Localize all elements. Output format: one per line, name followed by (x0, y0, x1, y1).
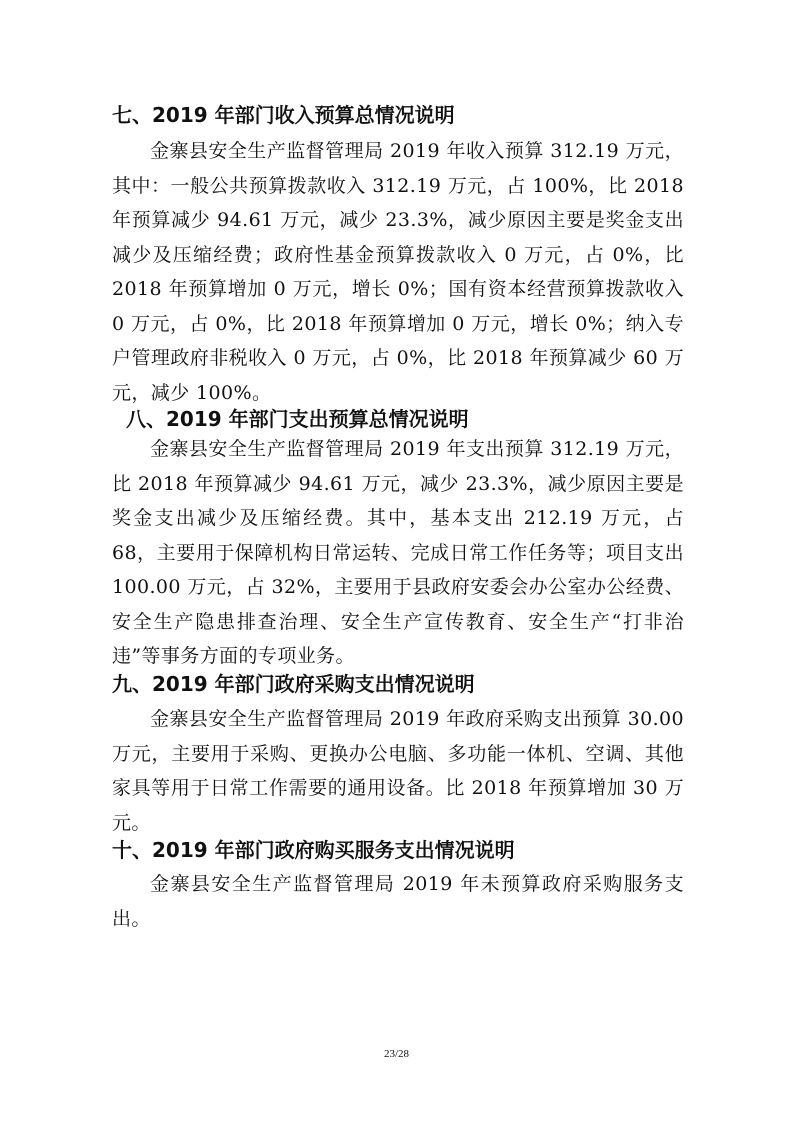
page-number: 23/28 (383, 1048, 410, 1060)
section-heading-9: 九、2019 年部门政府采购支出情况说明 (112, 672, 475, 696)
section-heading-7: 七、2019 年部门收入预算总情况说明 (112, 103, 455, 127)
section-heading-8: 八、2019 年部门支出预算总情况说明 (126, 407, 469, 431)
section-body-7: 金寨县安全生产监督管理局 2019 年收入预算 312.19 万元，其中：一般公共预算拨款收入 312.19 万元，占 100%，比 2018 年预算减少 94.61 万元，减少 23.3%，减少原因主要是奖金支出减少及压缩经费；政府性基金预算拨款收入 0 万元，占 0%，比 2018 年预算增加 0 万元，增长 0%；国有资本经营预算拨款收入 0 万元，占 0%，比 2018 年预算增加 0 万元，增长 0%；纳入专户管理政府非税收入 0 万元，占 0%，比 2018 年预算减少 60 万元，减少 100%。 (112, 140, 684, 404)
section-heading-10: 十、2019 年部门政府购买服务支出情况说明 (112, 838, 515, 862)
section-body-10: 金寨县安全生产监督管理局 2019 年未预算政府采购服务支出。 (112, 873, 684, 930)
section-body-8: 金寨县安全生产监督管理局 2019 年支出预算 312.19 万元，比 2018 年预算减少 94.61 万元，减少 23.3%，减少原因主要是奖金支出减少及压缩经费。其中，基本支出 212.19 万元，占 68，主要用于保障机构日常运转、完成日常工作任务等；项目支出 100.00 万元，占 32%，主要用于县政府安委会办公室办公经费、安全生产隐患排查治理、安全生产宣传教育、安全生产“打非治违”等事务方面的专项业务。 (112, 438, 684, 667)
section-body-9: 金寨县安全生产监督管理局 2019 年政府采购支出预算 30.00 万元，主要用于采购、更换办公电脑、多功能一体机、空调、其他家具等用于日常工作需要的通用设备。比 2018 年预算增加 30 万元。 (112, 708, 684, 834)
